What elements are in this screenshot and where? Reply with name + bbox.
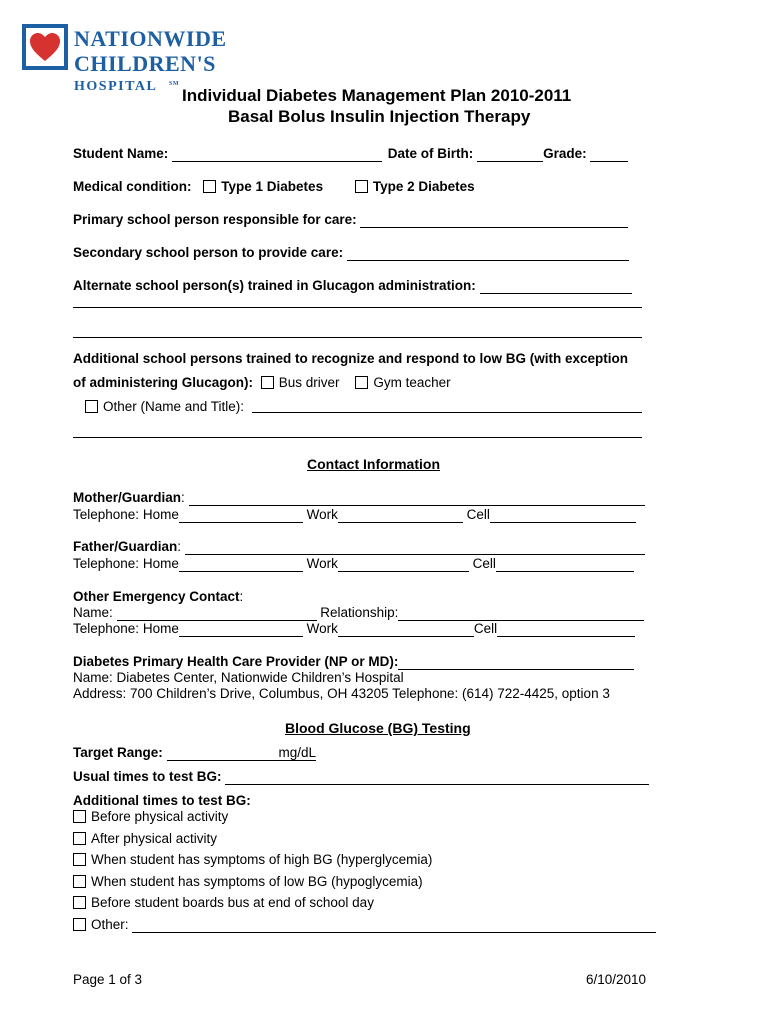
cell-label: Cell (466, 507, 490, 522)
mother-home-field[interactable] (179, 507, 303, 523)
work-label: Work (306, 621, 338, 636)
mother-row (73, 490, 645, 506)
secondary-person-field[interactable] (347, 245, 629, 261)
contact-heading: Contact Information (307, 456, 440, 472)
father-phone-row (73, 556, 634, 572)
alternate-person-row (73, 278, 632, 294)
other-person-field[interactable] (252, 412, 642, 413)
bg-option-item (73, 874, 423, 889)
work-label: Work (306, 556, 338, 571)
medical-condition-row (73, 179, 475, 194)
alternate-extra-line-1[interactable] (73, 307, 642, 308)
student-name-label: Student Name: (73, 146, 169, 161)
other-contact-relationship-field[interactable] (398, 605, 644, 621)
other-contact-name-field[interactable] (117, 605, 317, 621)
bus-driver-label: Bus driver (278, 375, 340, 390)
additional-persons-row (73, 375, 451, 390)
provider-address: Address: 700 Children’s Drive, Columbus, OH 43205 Telephone: (614) 722-4425, option 3 (73, 686, 610, 701)
additional-persons-line-2: of administering Glucagon): (73, 375, 254, 390)
name-label: Name: (73, 605, 113, 620)
provider-label: Diabetes Primary Health Care Provider (NP or MD): (73, 654, 399, 669)
other-contact-row (73, 589, 243, 604)
bg-option-label: Before student boards bus at end of school day (91, 895, 374, 910)
bg-option-item (73, 917, 656, 933)
bg-option-item (73, 809, 228, 824)
dob-field[interactable] (477, 146, 543, 162)
target-range-unit: mg/dL (278, 745, 317, 760)
bg-option-checkbox[interactable] (73, 832, 86, 845)
logo-line-3: HOSPITAL (74, 79, 158, 94)
target-range-field[interactable] (167, 745, 279, 761)
footer-date: 6/10/2010 (586, 972, 647, 987)
bg-option-label: Before physical activity (91, 809, 229, 824)
page-number: Page 1 of 3 (73, 972, 143, 987)
father-home-field[interactable] (179, 556, 303, 572)
page-title-line-1: Individual Diabetes Management Plan 2010-2011 (182, 86, 572, 105)
usual-times-label: Usual times to test BG: (73, 769, 222, 784)
other-contact-phone-row (73, 621, 635, 637)
father-name-field[interactable] (185, 539, 645, 555)
usual-times-field[interactable] (225, 769, 649, 785)
secondary-person-row (73, 245, 629, 261)
secondary-person-label: Secondary school person to provide care: (73, 245, 344, 260)
primary-person-row (73, 212, 628, 228)
father-work-field[interactable] (338, 556, 469, 572)
telephone-label: Telephone: (73, 621, 140, 636)
home-label: Home (142, 507, 179, 522)
logo-line-2: CHILDREN'S (74, 51, 216, 76)
other-contact-label: Other Emergency Contact (73, 589, 240, 604)
bg-option-item (73, 852, 432, 867)
gym-teacher-label: Gym teacher (373, 375, 451, 390)
other-contact-colon: : (239, 589, 244, 604)
home-label: Home (142, 621, 179, 636)
bg-option-checkbox[interactable] (73, 896, 86, 909)
bg-option-label: When student has symptoms of low BG (hypoglycemia) (91, 874, 423, 889)
telephone-label: Telephone: (73, 507, 140, 522)
other-contact-name-row (73, 605, 644, 621)
mother-label: Mother/Guardian (73, 490, 182, 505)
alternate-extra-line-2[interactable] (73, 337, 642, 338)
page-title-line-2: Basal Bolus Insulin Injection Therapy (228, 107, 531, 126)
bg-option-label: When student has symptoms of high BG (hyperglycemia) (91, 852, 433, 867)
additional-persons-line-1: Additional school persons trained to recognize and respond to low BG (with exception (73, 351, 629, 366)
other-person-extra-line[interactable] (73, 437, 642, 438)
cell-label: Cell (473, 621, 498, 636)
father-cell-field[interactable] (496, 556, 634, 572)
father-colon: : (177, 539, 182, 554)
bg-other-field[interactable] (132, 917, 656, 933)
provider-name: Name: Diabetes Center, Nationwide Children’s Hospital (73, 670, 404, 685)
other-person-row (85, 399, 244, 414)
mother-phone-row (73, 507, 636, 523)
bg-option-checkbox[interactable] (73, 918, 86, 931)
logo-line-1: NATIONWIDE (74, 26, 227, 51)
other-work-field[interactable] (338, 621, 474, 637)
work-label: Work (306, 507, 338, 522)
telephone-label: Telephone: (73, 556, 140, 571)
bg-option-checkbox[interactable] (73, 853, 86, 866)
logo-service-mark: SM (169, 81, 179, 87)
father-label: Father/Guardian (73, 539, 178, 554)
relationship-label: Relationship: (320, 605, 399, 620)
bus-driver-checkbox[interactable] (261, 376, 274, 389)
mother-cell-field[interactable] (490, 507, 636, 523)
type1-checkbox[interactable] (203, 180, 216, 193)
additional-times-label: Additional times to test BG: (73, 793, 251, 808)
bg-heading: Blood Glucose (BG) Testing (285, 720, 471, 736)
gym-teacher-checkbox[interactable] (355, 376, 368, 389)
usual-times-row (73, 769, 649, 785)
bg-option-label: After physical activity (91, 831, 218, 846)
student-row (73, 146, 628, 162)
bg-option-item (73, 831, 217, 846)
provider-row (73, 654, 634, 670)
grade-field[interactable] (590, 146, 628, 162)
mother-name-field[interactable] (189, 490, 645, 506)
provider-field[interactable] (398, 654, 634, 670)
primary-person-field[interactable] (360, 212, 628, 228)
home-label: Home (142, 556, 179, 571)
target-range-label: Target Range: (73, 745, 163, 760)
cell-label: Cell (472, 556, 496, 571)
primary-person-label: Primary school person responsible for care: (73, 212, 357, 227)
student-name-field[interactable] (172, 146, 382, 162)
alternate-person-label: Alternate school person(s) trained in Glucagon administration: (73, 278, 476, 293)
bg-option-checkbox[interactable] (73, 810, 86, 823)
type2-label: Type 2 Diabetes (372, 179, 475, 194)
target-range-row (73, 745, 316, 761)
heart-logo-icon (22, 24, 68, 70)
type2-checkbox[interactable] (355, 180, 368, 193)
mother-work-field[interactable] (338, 507, 463, 523)
type1-label: Type 1 Diabetes (221, 179, 324, 194)
father-row (73, 539, 645, 555)
medical-condition-label: Medical condition: (73, 179, 192, 194)
mother-colon: : (181, 490, 185, 505)
alternate-person-field[interactable] (480, 278, 632, 294)
grade-label: Grade: (543, 146, 587, 161)
other-person-label: Other (Name and Title): (103, 399, 245, 414)
bg-option-label: Other: (91, 917, 129, 932)
dob-label: Date of Birth: (387, 146, 474, 161)
bg-option-checkbox[interactable] (73, 875, 86, 888)
other-cell-field[interactable] (497, 621, 635, 637)
other-home-field[interactable] (179, 621, 303, 637)
other-person-checkbox[interactable] (85, 400, 98, 413)
bg-option-item (73, 895, 374, 910)
